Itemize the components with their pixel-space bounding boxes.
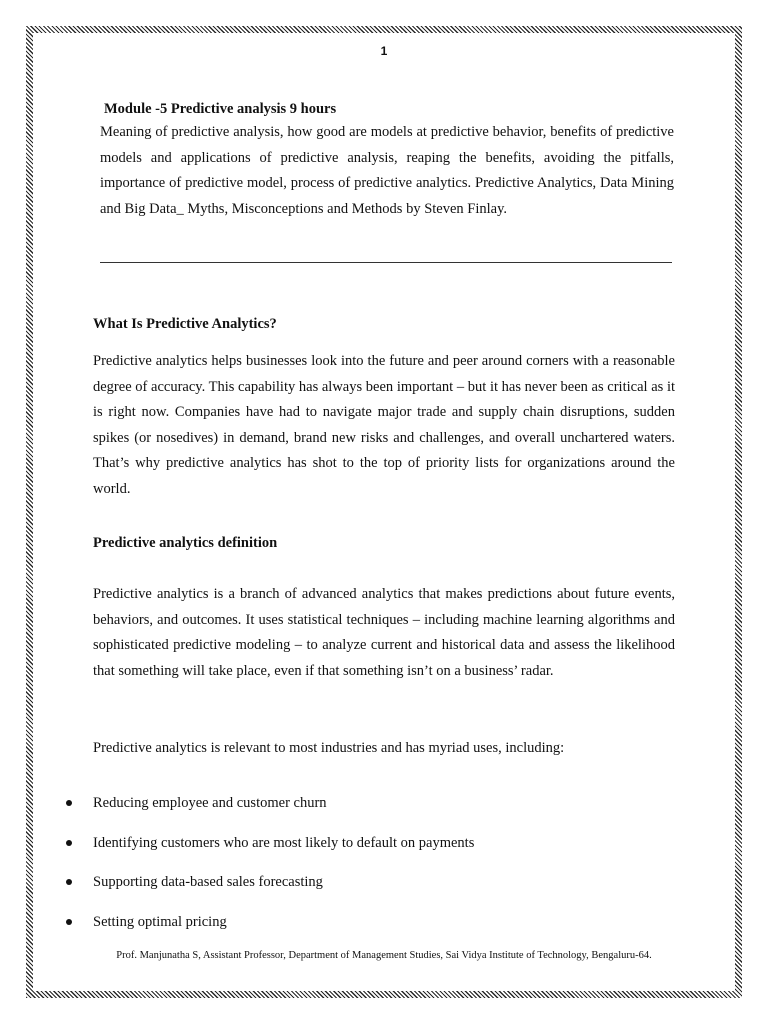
page-footer: Prof. Manjunatha S, Assistant Professor, Department of Management Studies, Sai Vidya Institute of Technology, Bengaluru-64. [116,950,652,961]
horizontal-rule [100,262,672,263]
bullet-icon [66,919,72,925]
list-item-text: Reducing employee and customer churn [93,795,327,811]
bullet-icon [66,840,72,846]
page-number: 1 [380,44,388,58]
paragraph-what-is: Predictive analytics helps businesses look into the future and peer around corners with a reasonable degree of accuracy. This capability has always been important – but it has never been as critical as it is right now. Companies have had to navigate major trade and supply chain disruptions, sudden spikes (or nosedives) in demand, brand new risks and challenges, and overall unchartered waters. That’s why predictive analytics has shot to the top of priority lists for organizations around the world. [93,353,675,497]
bullet-icon [66,879,72,885]
paragraph-definition: Predictive analytics is a branch of advanced analytics that makes predictions about future events, behaviors, and outcomes. It uses statistical techniques – including machine learning algorithms and sophisticated predictive modeling – to analyze current and historical data and assess the likelihood that something will take place, even if that something isn’t on a business’ radar. [93,586,675,679]
module-description: Meaning of predictive analysis, how good are models at predictive behavior, benefits of predictive models and applications of predictive analysis, reaping the benefits, avoiding the pitfalls, importance of predictive model, process of predictive analytics. Predictive Analytics, Data Mining and Big Data_ Myths, Misconceptions and Methods by Steven Finlay. [100,124,674,217]
list-item-text: Identifying customers who are most likely to default on payments [93,834,475,851]
module-block [100,100,674,222]
section-heading-what-is: What Is Predictive Analytics? [93,316,277,332]
bullet-icon [66,800,72,806]
section-heading-definition: Predictive analytics definition [93,535,278,551]
list-item-text: Supporting data-based sales forecasting [93,874,323,890]
list-item-text: Setting optimal pricing [93,913,227,930]
paragraph-uses-intro: Predictive analytics is relevant to most industries and has myriad uses, including: [93,740,565,756]
module-title: Module -5 Predictive analysis 9 hours [104,101,337,117]
